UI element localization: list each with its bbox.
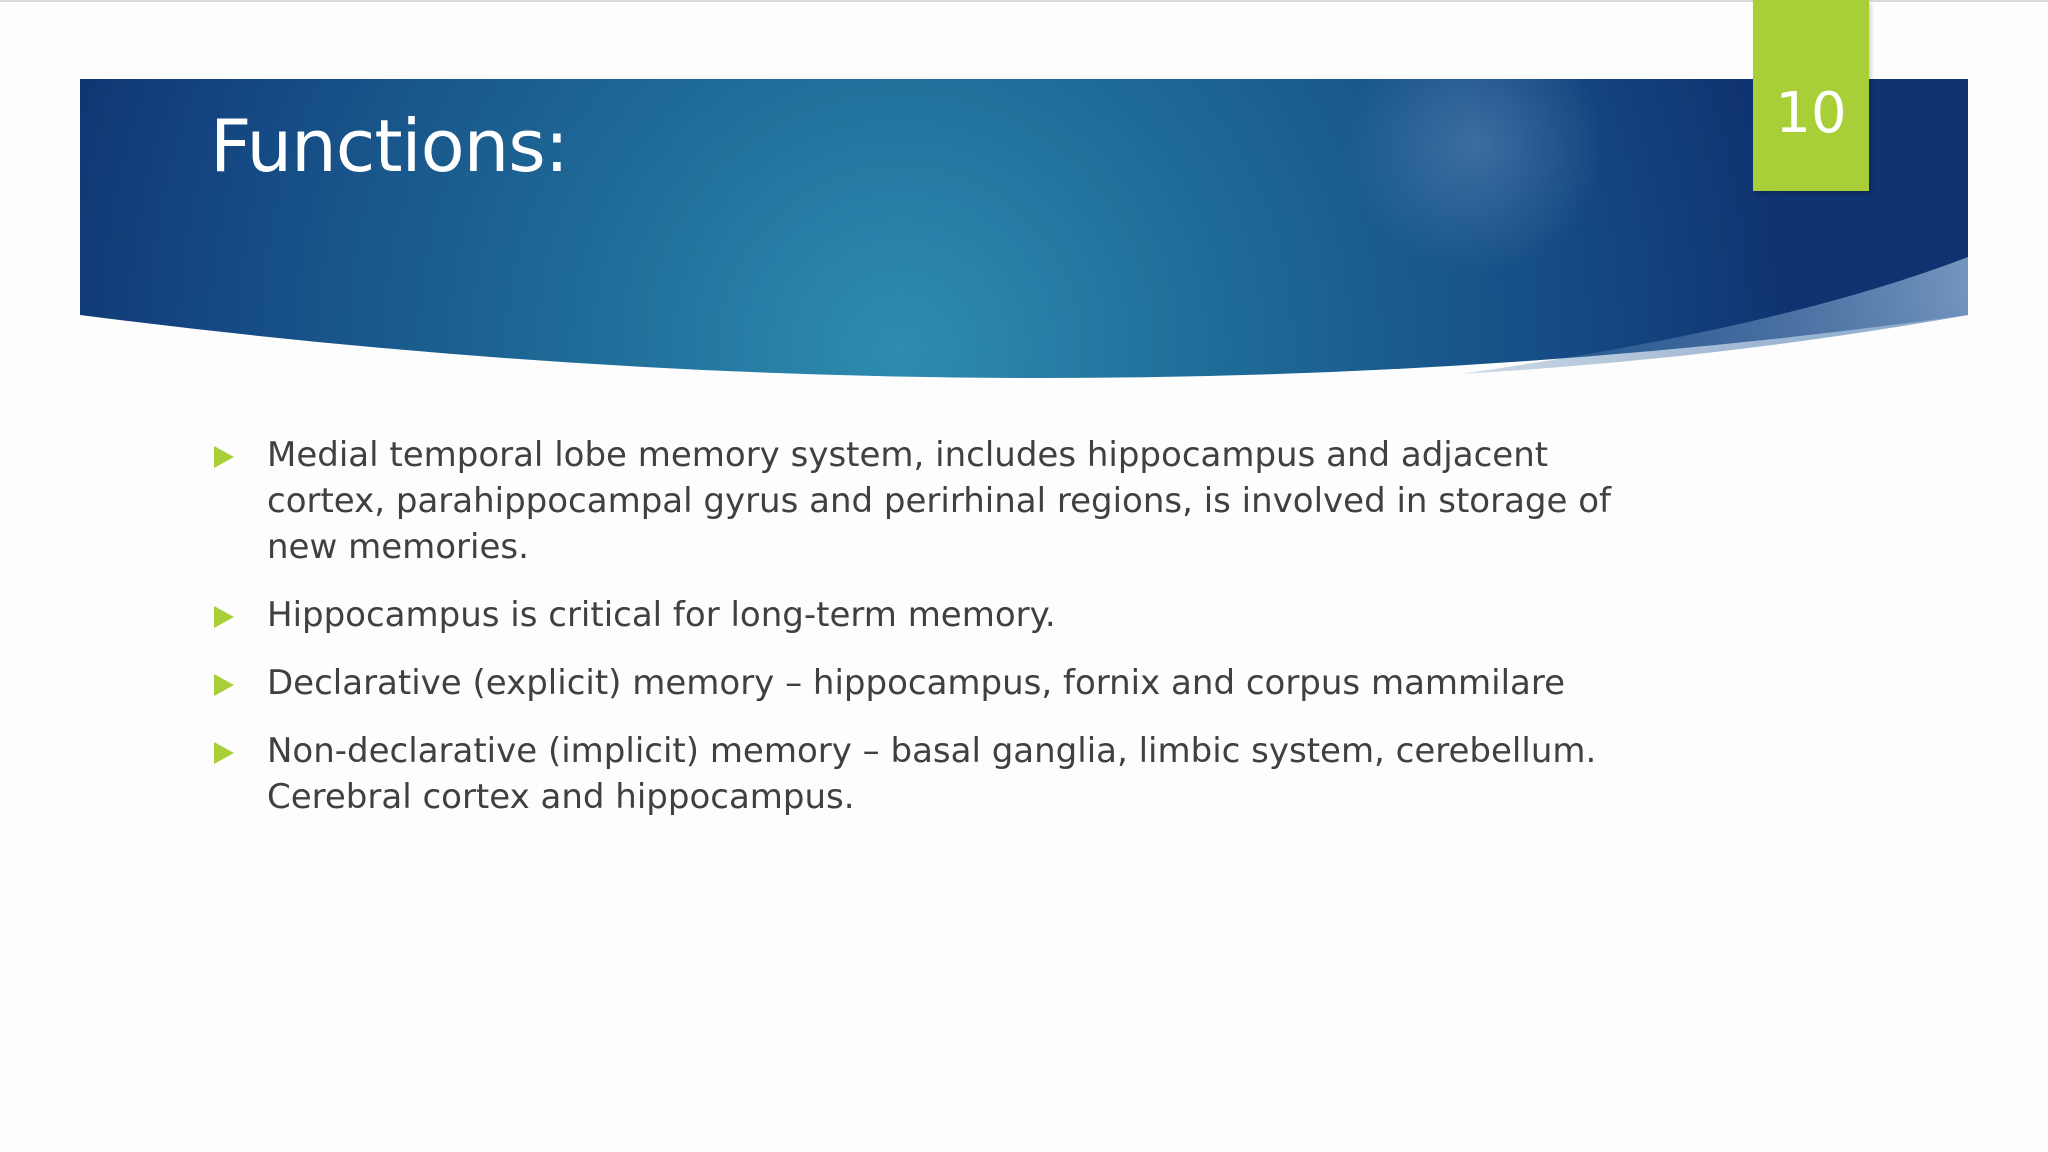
- bullet-item: [208, 592, 1648, 638]
- bullet-item: [208, 728, 1648, 820]
- top-border-line: [0, 0, 2048, 2]
- bullet-list: [208, 432, 1648, 842]
- bullet-text: Medial temporal lobe memory system, includes hippocampus and adjacent cortex, parahippocampal gyrus and perirhinal regions, is involved in storage of new memories.: [267, 435, 1611, 567]
- slide-number: 10: [1775, 81, 1847, 146]
- triangle-right-icon: [214, 446, 234, 468]
- triangle-right-icon: [214, 606, 234, 628]
- triangle-right-icon: [214, 674, 234, 696]
- bullet-text: Declarative (explicit) memory – hippocampus, fornix and corpus mammilare: [267, 663, 1566, 703]
- triangle-right-icon: [214, 742, 234, 764]
- bullet-text: Hippocampus is critical for long-term memory.: [267, 595, 1056, 635]
- bullet-text: Non-declarative (implicit) memory – basal ganglia, limbic system, cerebellum. Cerebral cortex and hippocampus.: [267, 731, 1597, 817]
- slide-number-badge: [1753, 0, 1869, 191]
- bullet-item: [208, 660, 1648, 706]
- bullet-item: [208, 432, 1648, 570]
- slide-title: Functions:: [210, 104, 569, 188]
